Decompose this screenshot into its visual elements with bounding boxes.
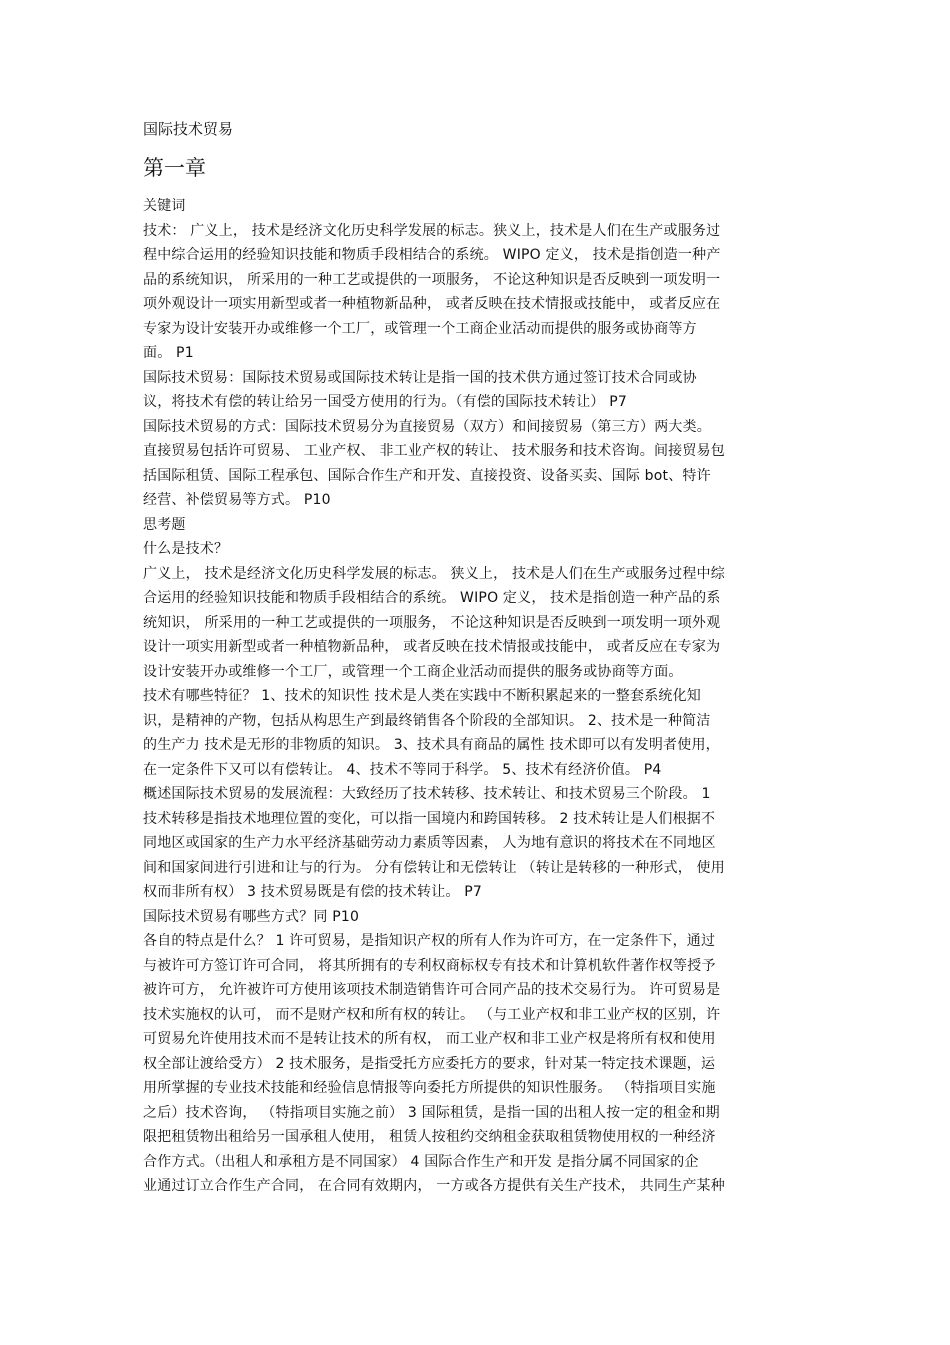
text-line: 合作方式。（出租人和承租方是不同国家） 4 国际合作生产和开发 是指分属不同国家的企 <box>143 1153 699 1170</box>
text-line: 权而非所有权） 3 技术贸易既是有偿的技术转让。 P7 <box>143 884 483 900</box>
text-line: 广义上， 技术是经济文化历史科学发展的标志。 狭义上， 技术是人们在生产或服务过程中综 <box>143 565 725 582</box>
text-line: 国际技术贸易：国际技术贸易或国际技术转让是指一国的技术供方通过签订技术合同或协 <box>143 369 697 386</box>
text-line: 被许可方， 允许被许可方使用该项技术制造销售许可合同产品的技术交易行为。 许可贸易是 <box>143 982 721 998</box>
text-line: 项外观设计一项实用新型或者一种植物新品种， 或者反映在技术情报或技能中， 或者反应在 <box>143 296 721 312</box>
document-title: 国际技术贸易 <box>143 120 234 138</box>
text-line: 国际技术贸易有哪些方式？同 P10 <box>143 908 360 925</box>
text-line: 设计安装开办或维修一个工厂，或管理一个工商企业活动而提供的服务或协商等方面。 <box>143 663 683 680</box>
text-line: 技术有哪些特征？ 1、技术的知识性 技术是人类在实践中不断积累起来的一整套系统化知 <box>143 688 702 704</box>
text-line: 同地区或国家的生产力水平经济基础劳动力素质等因素， 人为地有意识的将技术在不同地区 <box>143 835 716 851</box>
chapter-title: 第一章 <box>143 156 206 180</box>
text-line: 与被许可方签订许可合同， 将其所拥有的专利权商标权专有技术和计算机软件著作权等授予 <box>143 957 716 974</box>
text-line: 技术转移是指技术地理位置的变化，可以指一国境内和跨国转移。 2 技术转让是人们根据不 <box>143 810 716 827</box>
text-line: 品的系统知识， 所采用的一种工艺或提供的一项服务， 不论这种知识是否反映到一项发明一 <box>143 271 721 288</box>
text-line: 括国际租赁、国际工程承包、国际合作生产和开发、直接投资、设备买卖、国际 bot、特许 <box>143 467 711 484</box>
text-line: 用所掌握的专业技术技能和经验信息情报等向委托方所提供的知识性服务。 （特指项目实施 <box>143 1080 716 1096</box>
text-line: 技术： 广义上， 技术是经济文化历史科学发展的标志。狭义上，技术是人们在生产或服务过 <box>143 222 721 239</box>
text-line: 专家为设计安装开办或维修一个工厂，或管理一个工商企业活动而提供的服务或协商等方 <box>143 320 697 337</box>
text-line: 程中综合运用的经验知识技能和物质手段相结合的系统。 WIPO 定义， 技术是指创造一种产 <box>143 247 721 263</box>
text-line: 思考题 <box>143 516 186 533</box>
text-line: 各自的特点是什么？ 1 许可贸易，是指知识产权的所有人作为许可方，在一定条件下，通过 <box>143 933 716 949</box>
text-line: 技术实施权的认可， 而不是财产权和所有权的转让。 （与工业产权和非工业产权的区别，许 <box>143 1006 721 1023</box>
text-line: 经营、补偿贸易等方式。 P10 <box>143 492 331 508</box>
text-line: 议，将技术有偿的转让给另一国受方使用的行为。（有偿的国际技术转让） P7 <box>143 394 627 410</box>
text-line: 识，是精神的产物，包括从构思生产到最终销售各个阶段的全部知识。 2、技术是一种简洁 <box>143 712 711 729</box>
text-line: 限把租赁物出租给另一国承租人使用， 租赁人按租约交纳租金获取租赁物使用权的一种经济 <box>143 1129 716 1145</box>
text-line: 权全部让渡给受方） 2 技术服务，是指受托方应委托方的要求，针对某一特定技术课题，运 <box>143 1055 716 1072</box>
text-line: 设计一项实用新型或者一种植物新品种， 或者反映在技术情报或技能中， 或者反应在专家为 <box>143 639 721 655</box>
text-line: 业通过订立合作生产合同， 在合同有效期内， 一方或各方提供有关生产技术， 共同生产某种 <box>143 1178 725 1194</box>
text-line: 什么是技术？ <box>143 541 229 557</box>
text-line: 概述国际技术贸易的发展流程：大致经历了技术转移、技术转让、和技术贸易三个阶段。 1 <box>143 786 711 802</box>
text-line: 直接贸易包括许可贸易、 工业产权、 非工业产权的转让、 技术服务和技术咨询。间接贸易包 <box>143 443 725 459</box>
text-line: 面。 P1 <box>143 345 194 361</box>
text-line: 在一定条件下又可以有偿转让。 4、技术不等同于科学。 5、技术有经济价值。 P4 <box>143 761 662 778</box>
text-line: 关键词 <box>143 198 186 214</box>
text-line: 的生产力 技术是无形的非物质的知识。 3、技术具有商品的属性 技术即可以有发明者使用， <box>143 737 720 753</box>
text-line: 合运用的经验知识技能和物质手段相结合的系统。 WIPO 定义， 技术是指创造一种产品的系 <box>143 590 721 606</box>
text-line: 统知识， 所采用的一种工艺或提供的一项服务， 不论这种知识是否反映到一项发明一项外观 <box>143 614 721 631</box>
text-line: 可贸易允许使用技术而不是转让技术的所有权， 而工业产权和非工业产权是将所有权和使用 <box>143 1031 716 1047</box>
text-line: 之后）技术咨询， （特指项目实施之前） 3 国际租赁，是指一国的出租人按一定的租金和期 <box>143 1104 720 1121</box>
text-line: 间和国家间进行引进和让与的行为。 分有偿转让和无偿转让 （转让是转移的一种形式， 使用 <box>143 859 725 876</box>
text-line: 国际技术贸易的方式：国际技术贸易分为直接贸易（双方）和间接贸易（第三方）两大类。 <box>143 418 711 435</box>
